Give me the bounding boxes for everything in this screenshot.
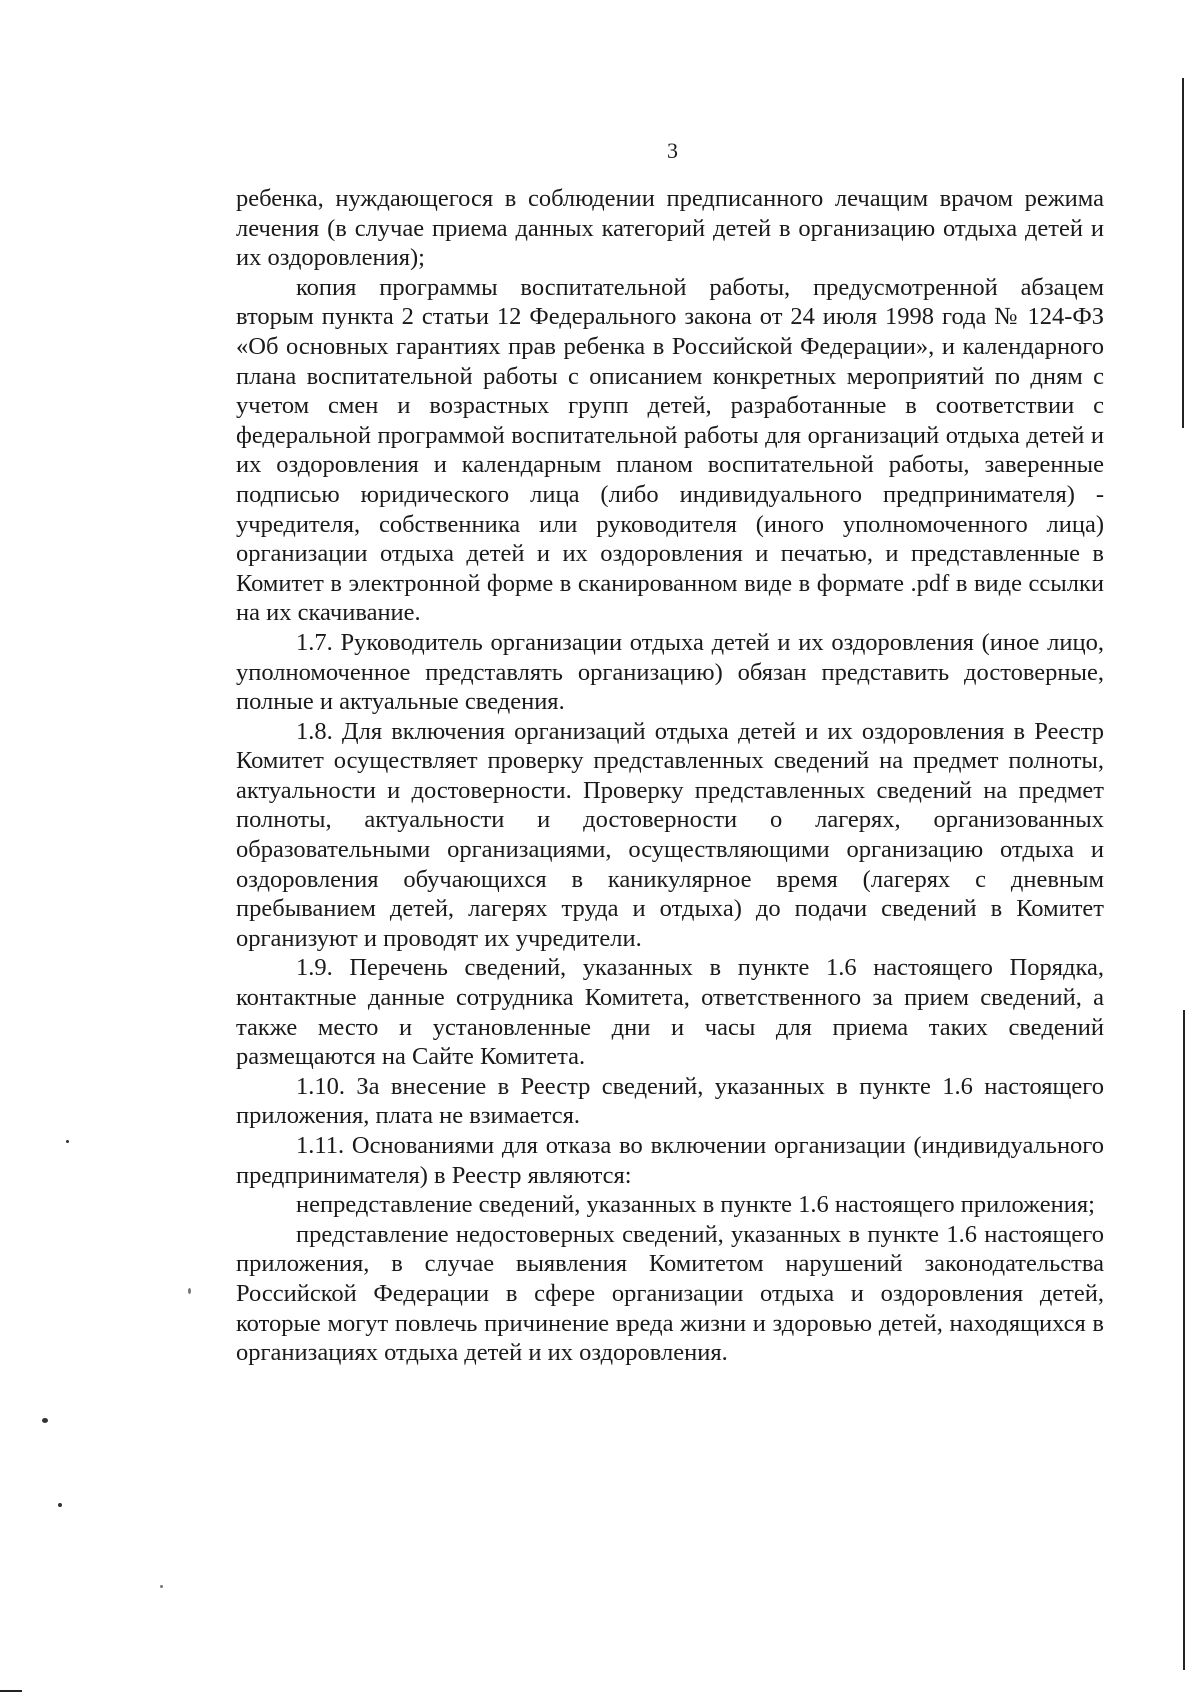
- scan-edge-mark-left: [0, 1690, 22, 1692]
- paragraph-1-8: 1.8. Для включения организаций отдыха детей и их оздоровления в Реестр Комитет осуществляет проверку представленных сведений на предмет полноты, актуальности и достоверности. Проверку представленных сведений на предмет полноты, актуальности и достоверности о лагерях, организованных образовательными организациями, осуществляющими организацию отдыха и оздоровления обучающихся в каникулярное время (лагерях с дневным пребыванием детей, лагерях труда и отдыха) до подачи сведений в Комитет организуют и проводят их учредители.: [236, 717, 1104, 952]
- scan-speck: [188, 1288, 191, 1294]
- paragraph-false-information: представление недостоверных сведений, указанных в пункте 1.6 настоящего приложения, в случае выявления Комитетом нарушений законодательства Российской Федерации в сфере организации отдыха и оздоровления детей, которые могут повлечь причинение вреда жизни и здоровью детей, находящихся в организациях отдыха детей и их оздоровления.: [236, 1220, 1104, 1367]
- scan-speck: [42, 1418, 48, 1423]
- page-number: 3: [667, 138, 678, 163]
- paragraph-program-copy: копия программы воспитательной работы, предусмотренной абзацем вторым пункта 2 статьи 12 Федерального закона от 24 июля 1998 года № 124-ФЗ «Об основных гарантиях прав ребенка в Российской Федерации», и календарного плана воспитательной работы с описанием конкретных мероприятий по дням с учетом смен и возрастных групп детей, разработанные в соответствии с федеральной программой воспитательной работы для организаций отдыха детей и их оздоровления и календарным планом воспитательной работы, заверенные подписью юридического лица (либо индивидуального предпринимателя) - учредителя, собственника или руководителя (иного уполномоченного лица) организации отдыха детей и их оздоровления и печатью, и представленные в Комитет в электронной форме в сканированном виде в формате .pdf в виде ссылки на их скачивание.: [236, 273, 1104, 627]
- paragraph-1-10: 1.10. За внесение в Реестр сведений, указанных в пункте 1.6 настоящего приложения, плата не взимается.: [236, 1072, 1104, 1130]
- scan-speck: [160, 1585, 163, 1588]
- scan-speck: [58, 1503, 62, 1507]
- scan-edge-line-bottom: [1183, 1010, 1185, 1670]
- paragraph-1-11: 1.11. Основаниями для отказа во включении организации (индивидуального предпринимателя) в Реестр являются:: [236, 1132, 1104, 1189]
- document-body: [236, 184, 1104, 1368]
- paragraph-1-7: 1.7. Руководитель организации отдыха детей и их оздоровления (иное лицо, уполномоченное представлять организацию) обязан представить достоверные, полные и актуальные сведения.: [236, 628, 1104, 716]
- scan-speck: [66, 1140, 69, 1143]
- paragraph-non-submission: непредставление сведений, указанных в пункте 1.6 настоящего приложения;: [296, 1191, 1095, 1219]
- scan-edge-line-top: [1182, 78, 1184, 428]
- paragraph-1-9: 1.9. Перечень сведений, указанных в пункте 1.6 настоящего Порядка, контактные данные сотрудника Комитета, ответственного за прием сведений, а также место и установленные дни и часы для приема таких сведений размещаются на Сайте Комитета.: [236, 954, 1104, 1071]
- paragraph-continuation: ребенка, нуждающегося в соблюдении предписанного лечащим врачом режима лечения (в случае приема данных категорий детей в организацию отдыха детей и их оздоровления);: [236, 185, 1104, 272]
